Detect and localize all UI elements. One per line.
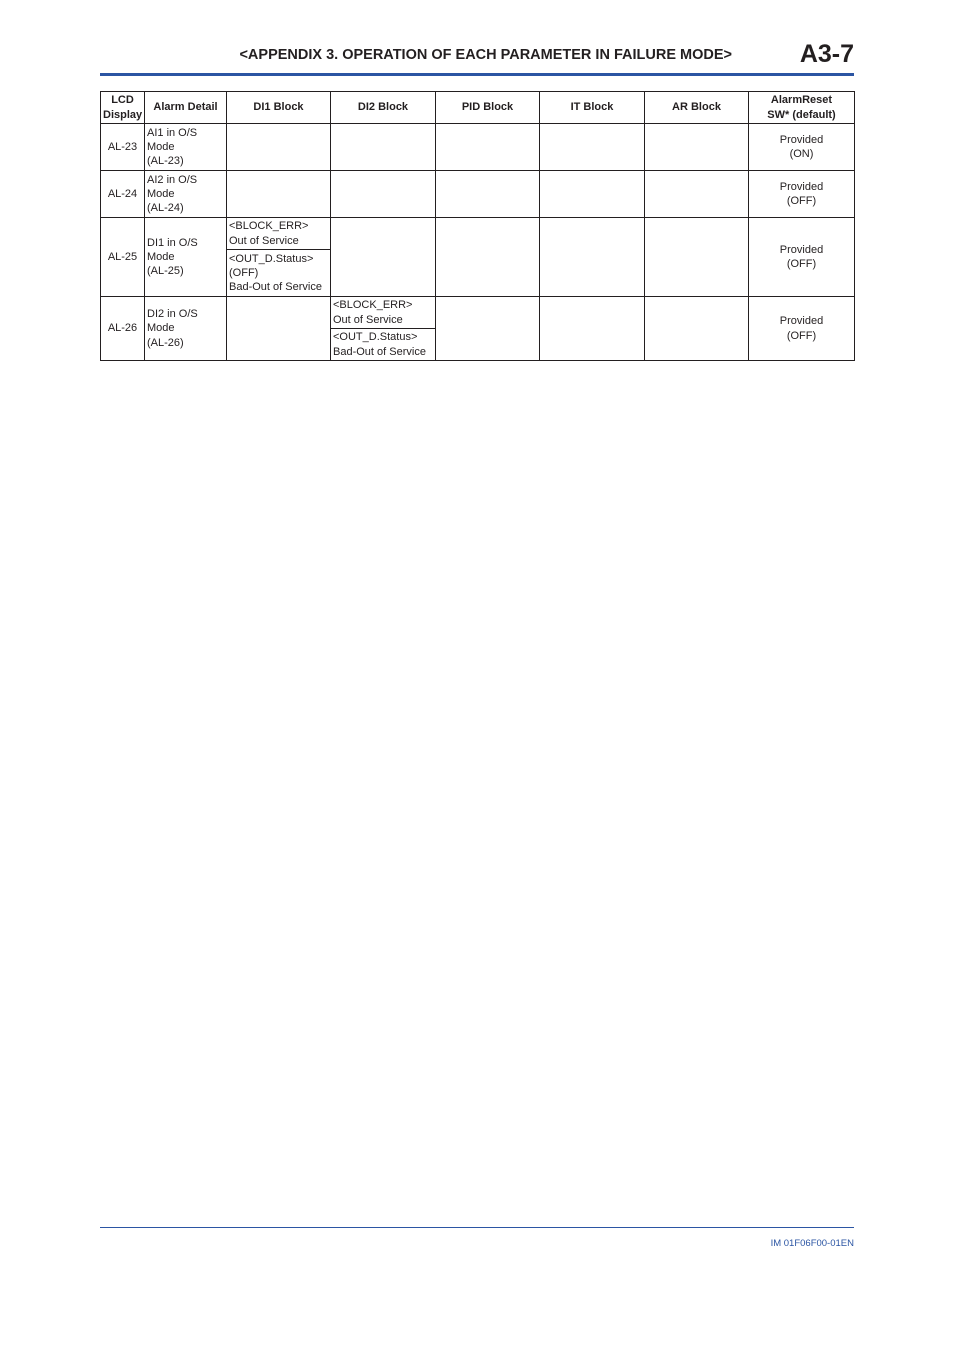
alarm-detail-cell: DI2 in O/S Mode (AL-26) xyxy=(145,297,227,361)
lcd-cell: AL-23 xyxy=(101,124,145,171)
it-cell xyxy=(540,218,645,297)
alarm-reset-cell: Provided (OFF) xyxy=(749,218,855,297)
it-cell xyxy=(540,171,645,218)
table-header-row xyxy=(101,92,855,124)
di1-out-status-cell: <OUT_D.Status> (OFF) Bad-Out of Service xyxy=(227,250,331,297)
lcd-cell: AL-25 xyxy=(101,218,145,297)
page-number: A3-7 xyxy=(799,40,854,68)
column-header-ar-block: AR Block xyxy=(645,92,749,124)
di2-cell xyxy=(331,218,436,297)
pid-cell xyxy=(436,124,540,171)
di2-cell xyxy=(331,124,436,171)
table-row xyxy=(101,124,855,171)
column-header-lcd: LCD Display xyxy=(101,92,145,124)
document-number: IM 01F06F00-01EN xyxy=(770,1238,854,1249)
table-row xyxy=(101,171,855,218)
pid-cell xyxy=(436,218,540,297)
column-header-it-block: IT Block xyxy=(540,92,645,124)
page-title: <APPENDIX 3. OPERATION OF EACH PARAMETER IN FAILURE MODE> xyxy=(239,47,732,63)
pid-cell xyxy=(436,171,540,218)
alarm-reset-cell: Provided (OFF) xyxy=(749,297,855,361)
column-header-pid-block: PID Block xyxy=(436,92,540,124)
ar-cell xyxy=(645,124,749,171)
it-cell xyxy=(540,297,645,361)
column-header-alarm-reset: AlarmReset SW* (default) xyxy=(749,92,855,124)
di1-block-err-cell: <BLOCK_ERR> Out of Service xyxy=(227,218,331,250)
di1-cell xyxy=(227,297,331,361)
ar-cell xyxy=(645,218,749,297)
alarm-detail-cell: AI2 in O/S Mode (AL-24) xyxy=(145,171,227,218)
alarm-reset-cell: Provided (ON) xyxy=(749,124,855,171)
table-row xyxy=(101,218,855,250)
alarm-reset-cell: Provided (OFF) xyxy=(749,171,855,218)
table-row xyxy=(101,297,855,329)
di2-out-status-cell: <OUT_D.Status> Bad-Out of Service xyxy=(331,329,436,361)
lcd-cell: AL-24 xyxy=(101,171,145,218)
alarm-detail-cell: AI1 in O/S Mode (AL-23) xyxy=(145,124,227,171)
di2-cell xyxy=(331,171,436,218)
column-header-di2-block: DI2 Block xyxy=(331,92,436,124)
di1-cell xyxy=(227,171,331,218)
it-cell xyxy=(540,124,645,171)
footer-divider xyxy=(100,1227,854,1228)
di2-block-err-cell: <BLOCK_ERR> Out of Service xyxy=(331,297,436,329)
lcd-cell: AL-26 xyxy=(101,297,145,361)
column-header-alarm-detail: Alarm Detail xyxy=(145,92,227,124)
header-divider xyxy=(100,73,854,76)
di1-cell xyxy=(227,124,331,171)
column-header-di1-block: DI1 Block xyxy=(227,92,331,124)
ar-cell xyxy=(645,297,749,361)
ar-cell xyxy=(645,171,749,218)
alarm-detail-cell: DI1 in O/S Mode (AL-25) xyxy=(145,218,227,297)
pid-cell xyxy=(436,297,540,361)
alarm-table xyxy=(100,91,855,361)
